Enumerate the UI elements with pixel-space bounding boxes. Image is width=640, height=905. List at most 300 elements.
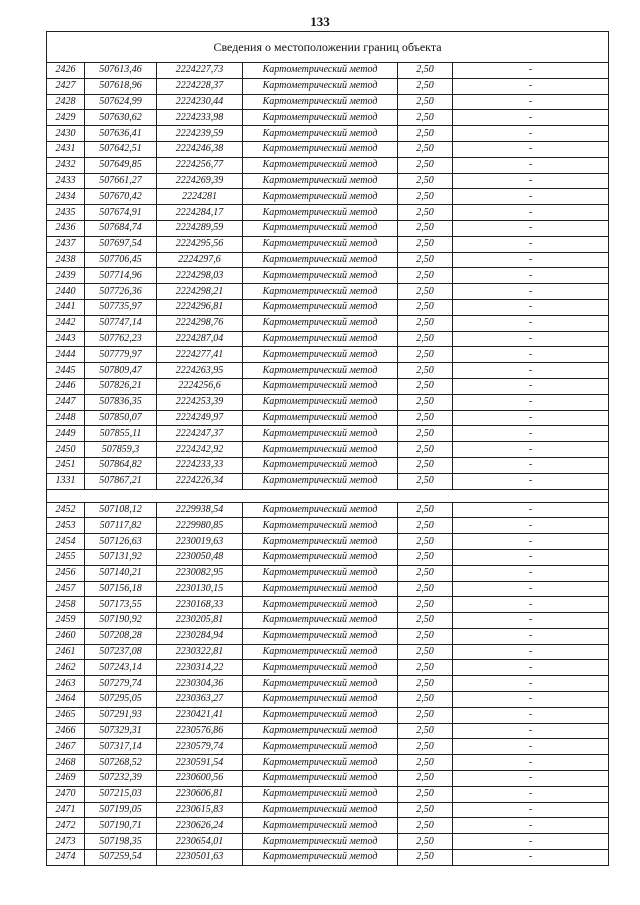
- cell-point-number: 2467: [47, 739, 85, 755]
- cell-accuracy: 2,50: [398, 502, 453, 518]
- cell-coord-y: 2224228,37: [157, 78, 243, 94]
- cell-coord-y: 2224256,6: [157, 378, 243, 394]
- cell-coord-y: 2224256,77: [157, 157, 243, 173]
- cell-coord-y: 2229938,54: [157, 502, 243, 518]
- cell-coord-x: 507636,41: [85, 126, 157, 142]
- cell-point-number: 2441: [47, 299, 85, 315]
- cell-note: -: [453, 707, 609, 723]
- cell-point-number: 2447: [47, 394, 85, 410]
- cell-point-number: 2427: [47, 78, 85, 94]
- cell-note: -: [453, 549, 609, 565]
- cell-note: -: [453, 284, 609, 300]
- table-row: [47, 581, 609, 597]
- cell-method: Картометрический метод: [243, 818, 398, 834]
- cell-coord-x: 507661,27: [85, 173, 157, 189]
- page-number: 133: [310, 14, 330, 29]
- cell-note: -: [453, 173, 609, 189]
- cell-method: Картометрический метод: [243, 236, 398, 252]
- table-row: [47, 786, 609, 802]
- cell-coord-y: 2224230,44: [157, 94, 243, 110]
- cell-accuracy: 2,50: [398, 692, 453, 708]
- cell-point-number: 2454: [47, 534, 85, 550]
- cell-coord-x: 507670,42: [85, 189, 157, 205]
- cell-note: -: [453, 676, 609, 692]
- cell-coord-x: 507291,93: [85, 707, 157, 723]
- cell-point-number: 2435: [47, 205, 85, 221]
- cell-point-number: 2459: [47, 613, 85, 629]
- cell-note: -: [453, 660, 609, 676]
- cell-coord-x: 507624,99: [85, 94, 157, 110]
- cell-accuracy: 2,50: [398, 581, 453, 597]
- cell-coord-x: 507215,03: [85, 786, 157, 802]
- cell-coord-x: 507317,14: [85, 739, 157, 755]
- cell-point-number: 2471: [47, 802, 85, 818]
- cell-accuracy: 2,50: [398, 394, 453, 410]
- table-row: [47, 394, 609, 410]
- cell-coord-x: 507295,05: [85, 692, 157, 708]
- cell-note: -: [453, 473, 609, 489]
- cell-coord-y: 2230615,83: [157, 802, 243, 818]
- cell-accuracy: 2,50: [398, 315, 453, 331]
- cell-accuracy: 2,50: [398, 347, 453, 363]
- cell-coord-y: 2224242,92: [157, 442, 243, 458]
- cell-accuracy: 2,50: [398, 834, 453, 850]
- cell-coord-x: 507208,28: [85, 628, 157, 644]
- cell-accuracy: 2,50: [398, 299, 453, 315]
- cell-accuracy: 2,50: [398, 220, 453, 236]
- cell-accuracy: 2,50: [398, 205, 453, 221]
- cell-method: Картометрический метод: [243, 268, 398, 284]
- cell-coord-x: 507156,18: [85, 581, 157, 597]
- table-row: [47, 141, 609, 157]
- cell-method: Картометрический метод: [243, 252, 398, 268]
- cell-note: -: [453, 378, 609, 394]
- cell-coord-x: 507867,21: [85, 473, 157, 489]
- table-row: [47, 110, 609, 126]
- cell-point-number: 2445: [47, 363, 85, 379]
- cell-coord-x: 507726,36: [85, 284, 157, 300]
- cell-note: -: [453, 565, 609, 581]
- cell-accuracy: 2,50: [398, 818, 453, 834]
- cell-point-number: 2443: [47, 331, 85, 347]
- cell-method: Картометрический метод: [243, 786, 398, 802]
- cell-note: -: [453, 331, 609, 347]
- cell-note: -: [453, 126, 609, 142]
- cell-accuracy: 2,50: [398, 850, 453, 866]
- cell-point-number: 2451: [47, 457, 85, 473]
- cell-accuracy: 2,50: [398, 739, 453, 755]
- cell-accuracy: 2,50: [398, 802, 453, 818]
- table-row: [47, 660, 609, 676]
- table-row: [47, 771, 609, 787]
- cell-point-number: 2463: [47, 676, 85, 692]
- cell-note: -: [453, 299, 609, 315]
- cell-method: Картометрический метод: [243, 205, 398, 221]
- table-row: [47, 299, 609, 315]
- cell-note: -: [453, 315, 609, 331]
- cell-coord-x: 507198,35: [85, 834, 157, 850]
- cell-accuracy: 2,50: [398, 78, 453, 94]
- table-row: [47, 94, 609, 110]
- cell-accuracy: 2,50: [398, 268, 453, 284]
- cell-coord-x: 507329,31: [85, 723, 157, 739]
- cell-method: Картометрический метод: [243, 442, 398, 458]
- cell-note: -: [453, 850, 609, 866]
- cell-coord-x: 507279,74: [85, 676, 157, 692]
- cell-coord-x: 507190,71: [85, 818, 157, 834]
- cell-accuracy: 2,50: [398, 534, 453, 550]
- cell-method: Картометрический метод: [243, 549, 398, 565]
- cell-note: -: [453, 141, 609, 157]
- cell-coord-y: 2224287,04: [157, 331, 243, 347]
- cell-point-number: 2472: [47, 818, 85, 834]
- cell-coord-y: 2224227,73: [157, 63, 243, 79]
- cell-method: Картометрический метод: [243, 78, 398, 94]
- cell-method: Картометрический метод: [243, 771, 398, 787]
- table-row: [47, 331, 609, 347]
- cell-coord-y: 2224233,33: [157, 457, 243, 473]
- cell-point-number: 2430: [47, 126, 85, 142]
- cell-note: -: [453, 236, 609, 252]
- cell-method: Картометрический метод: [243, 692, 398, 708]
- table-row: [47, 597, 609, 613]
- cell-coord-x: 507714,96: [85, 268, 157, 284]
- cell-coord-x: 507735,97: [85, 299, 157, 315]
- cell-method: Картометрический метод: [243, 850, 398, 866]
- cell-point-number: 2453: [47, 518, 85, 534]
- cell-point-number: 2464: [47, 692, 85, 708]
- cell-method: Картометрический метод: [243, 63, 398, 79]
- cell-coord-y: 2224239,59: [157, 126, 243, 142]
- cell-method: Картометрический метод: [243, 457, 398, 473]
- table-row: [47, 63, 609, 79]
- cell-method: Картометрический метод: [243, 94, 398, 110]
- cell-coord-y: 2230363,27: [157, 692, 243, 708]
- cell-coord-x: 507618,96: [85, 78, 157, 94]
- cell-coord-x: 507836,35: [85, 394, 157, 410]
- cell-point-number: 2450: [47, 442, 85, 458]
- cell-coord-y: 2230205,81: [157, 613, 243, 629]
- cell-note: -: [453, 220, 609, 236]
- cell-coord-x: 507630,62: [85, 110, 157, 126]
- cell-point-number: 2468: [47, 755, 85, 771]
- section-separator-row: [47, 489, 609, 502]
- table-row: [47, 850, 609, 866]
- table-row: [47, 268, 609, 284]
- cell-accuracy: 2,50: [398, 236, 453, 252]
- cell-coord-y: 2229980,85: [157, 518, 243, 534]
- cell-point-number: 2461: [47, 644, 85, 660]
- cell-method: Картометрический метод: [243, 410, 398, 426]
- cell-method: Картометрический метод: [243, 723, 398, 739]
- cell-point-number: 2470: [47, 786, 85, 802]
- cell-coord-x: 507173,55: [85, 597, 157, 613]
- cell-accuracy: 2,50: [398, 549, 453, 565]
- cell-method: Картометрический метод: [243, 426, 398, 442]
- cell-method: Картометрический метод: [243, 534, 398, 550]
- cell-coord-x: 507613,46: [85, 63, 157, 79]
- cell-note: -: [453, 363, 609, 379]
- cell-coord-x: 507826,21: [85, 378, 157, 394]
- cell-coord-y: 2230606,81: [157, 786, 243, 802]
- table-row: [47, 236, 609, 252]
- cell-coord-y: 2224295,56: [157, 236, 243, 252]
- cell-method: Картометрический метод: [243, 739, 398, 755]
- cell-coord-y: 2224298,21: [157, 284, 243, 300]
- cell-point-number: 2473: [47, 834, 85, 850]
- cell-method: Картометрический метод: [243, 378, 398, 394]
- cell-coord-x: 507117,82: [85, 518, 157, 534]
- cell-point-number: 2469: [47, 771, 85, 787]
- table-row: [47, 220, 609, 236]
- cell-point-number: 2466: [47, 723, 85, 739]
- cell-coord-x: 507131,92: [85, 549, 157, 565]
- cell-note: -: [453, 189, 609, 205]
- cell-point-number: 2426: [47, 63, 85, 79]
- cell-note: -: [453, 723, 609, 739]
- cell-note: -: [453, 786, 609, 802]
- cell-note: -: [453, 613, 609, 629]
- cell-accuracy: 2,50: [398, 189, 453, 205]
- cell-coord-x: 507232,39: [85, 771, 157, 787]
- cell-coord-y: 2224246,38: [157, 141, 243, 157]
- cell-point-number: 2460: [47, 628, 85, 644]
- cell-point-number: 2452: [47, 502, 85, 518]
- cell-method: Картометрический метод: [243, 644, 398, 660]
- cell-coord-x: 507126,63: [85, 534, 157, 550]
- cell-coord-y: 2230501,63: [157, 850, 243, 866]
- cell-coord-y: 2224233,98: [157, 110, 243, 126]
- cell-coord-y: 2230168,33: [157, 597, 243, 613]
- cell-note: -: [453, 581, 609, 597]
- cell-point-number: 2436: [47, 220, 85, 236]
- cell-accuracy: 2,50: [398, 426, 453, 442]
- separator-cell: [47, 489, 609, 502]
- table-row: [47, 347, 609, 363]
- table-row: [47, 363, 609, 379]
- cell-method: Картометрический метод: [243, 299, 398, 315]
- cell-point-number: 2456: [47, 565, 85, 581]
- cell-method: Картометрический метод: [243, 394, 398, 410]
- cell-method: Картометрический метод: [243, 189, 398, 205]
- cell-accuracy: 2,50: [398, 363, 453, 379]
- cell-note: -: [453, 755, 609, 771]
- table-row: [47, 457, 609, 473]
- cell-coord-x: 507855,11: [85, 426, 157, 442]
- cell-accuracy: 2,50: [398, 410, 453, 426]
- cell-method: Картометрический метод: [243, 315, 398, 331]
- cell-coord-x: 507268,52: [85, 755, 157, 771]
- cell-accuracy: 2,50: [398, 442, 453, 458]
- cell-coord-x: 507642,51: [85, 141, 157, 157]
- cell-coord-x: 507762,23: [85, 331, 157, 347]
- cell-coord-x: 507779,97: [85, 347, 157, 363]
- cell-note: -: [453, 802, 609, 818]
- cell-note: -: [453, 692, 609, 708]
- cell-coord-y: 2224284,17: [157, 205, 243, 221]
- table-row: [47, 189, 609, 205]
- table-row: [47, 818, 609, 834]
- cell-coord-y: 2230654,01: [157, 834, 243, 850]
- cell-note: -: [453, 628, 609, 644]
- cell-coord-y: 2224263,95: [157, 363, 243, 379]
- cell-note: -: [453, 157, 609, 173]
- cell-method: Картометрический метод: [243, 676, 398, 692]
- cell-method: Картометрический метод: [243, 284, 398, 300]
- cell-coord-y: 2224247,37: [157, 426, 243, 442]
- cell-point-number: 2438: [47, 252, 85, 268]
- cell-note: -: [453, 426, 609, 442]
- cell-method: Картометрический метод: [243, 628, 398, 644]
- cell-point-number: 2448: [47, 410, 85, 426]
- cell-method: Картометрический метод: [243, 707, 398, 723]
- cell-method: Картометрический метод: [243, 834, 398, 850]
- table-row: [47, 723, 609, 739]
- cell-coord-x: 507747,14: [85, 315, 157, 331]
- cell-point-number: 2465: [47, 707, 85, 723]
- cell-point-number: 2429: [47, 110, 85, 126]
- boundary-table: [46, 31, 609, 866]
- table-row: [47, 315, 609, 331]
- cell-coord-x: 507199,05: [85, 802, 157, 818]
- cell-accuracy: 2,50: [398, 157, 453, 173]
- cell-accuracy: 2,50: [398, 707, 453, 723]
- cell-accuracy: 2,50: [398, 771, 453, 787]
- cell-point-number: 2434: [47, 189, 85, 205]
- table-row: [47, 518, 609, 534]
- cell-coord-x: 507237,08: [85, 644, 157, 660]
- cell-accuracy: 2,50: [398, 644, 453, 660]
- cell-method: Картометрический метод: [243, 363, 398, 379]
- cell-coord-y: 2224281: [157, 189, 243, 205]
- table-row: [47, 628, 609, 644]
- cell-method: Картометрический метод: [243, 502, 398, 518]
- table-row: [47, 473, 609, 489]
- cell-coord-x: 507243,14: [85, 660, 157, 676]
- cell-accuracy: 2,50: [398, 676, 453, 692]
- cell-coord-x: 507649,85: [85, 157, 157, 173]
- cell-accuracy: 2,50: [398, 94, 453, 110]
- cell-method: Картометрический метод: [243, 220, 398, 236]
- cell-coord-x: 507809,47: [85, 363, 157, 379]
- cell-accuracy: 2,50: [398, 457, 453, 473]
- cell-point-number: 2428: [47, 94, 85, 110]
- cell-accuracy: 2,50: [398, 565, 453, 581]
- table-row: [47, 565, 609, 581]
- cell-method: Картометрический метод: [243, 518, 398, 534]
- cell-coord-y: 2230421,41: [157, 707, 243, 723]
- cell-note: -: [453, 534, 609, 550]
- cell-coord-y: 2230322,81: [157, 644, 243, 660]
- cell-coord-x: 507859,3: [85, 442, 157, 458]
- cell-note: -: [453, 644, 609, 660]
- cell-note: -: [453, 78, 609, 94]
- cell-note: -: [453, 518, 609, 534]
- cell-accuracy: 2,50: [398, 331, 453, 347]
- cell-coord-y: 2230314,22: [157, 660, 243, 676]
- cell-coord-x: 507697,54: [85, 236, 157, 252]
- cell-accuracy: 2,50: [398, 786, 453, 802]
- cell-point-number: 2431: [47, 141, 85, 157]
- cell-coord-y: 2230050,48: [157, 549, 243, 565]
- cell-coord-y: 2230284,94: [157, 628, 243, 644]
- cell-note: -: [453, 347, 609, 363]
- table-header-row: [47, 32, 609, 63]
- table-row: [47, 549, 609, 565]
- cell-coord-x: 507259,54: [85, 850, 157, 866]
- cell-note: -: [453, 818, 609, 834]
- cell-coord-x: 507850,07: [85, 410, 157, 426]
- cell-note: -: [453, 442, 609, 458]
- table-row: [47, 157, 609, 173]
- cell-method: Картометрический метод: [243, 597, 398, 613]
- cell-coord-x: 507674,91: [85, 205, 157, 221]
- cell-accuracy: 2,50: [398, 473, 453, 489]
- table-row: [47, 410, 609, 426]
- cell-coord-y: 2230576,86: [157, 723, 243, 739]
- cell-note: -: [453, 410, 609, 426]
- cell-note: -: [453, 110, 609, 126]
- cell-note: -: [453, 457, 609, 473]
- cell-method: Картометрический метод: [243, 126, 398, 142]
- cell-coord-y: 2224277,41: [157, 347, 243, 363]
- cell-point-number: 2458: [47, 597, 85, 613]
- cell-coord-x: 507190,92: [85, 613, 157, 629]
- cell-point-number: 2444: [47, 347, 85, 363]
- cell-note: -: [453, 597, 609, 613]
- cell-method: Картометрический метод: [243, 660, 398, 676]
- cell-accuracy: 2,50: [398, 252, 453, 268]
- cell-coord-y: 2224249,97: [157, 410, 243, 426]
- cell-method: Картометрический метод: [243, 581, 398, 597]
- cell-point-number: 2437: [47, 236, 85, 252]
- cell-coord-y: 2230591,54: [157, 755, 243, 771]
- table-title: Сведения о местоположении границ объекта: [47, 32, 609, 63]
- table-row: [47, 534, 609, 550]
- table-row: [47, 834, 609, 850]
- cell-point-number: 2439: [47, 268, 85, 284]
- cell-method: Картометрический метод: [243, 141, 398, 157]
- cell-note: -: [453, 205, 609, 221]
- cell-method: Картометрический метод: [243, 331, 398, 347]
- table-row: [47, 378, 609, 394]
- cell-method: Картометрический метод: [243, 347, 398, 363]
- cell-accuracy: 2,50: [398, 126, 453, 142]
- cell-coord-y: 2224298,76: [157, 315, 243, 331]
- cell-coord-y: 2230304,36: [157, 676, 243, 692]
- cell-point-number: 2432: [47, 157, 85, 173]
- cell-point-number: 2446: [47, 378, 85, 394]
- table-row: [47, 252, 609, 268]
- cell-note: -: [453, 394, 609, 410]
- cell-accuracy: 2,50: [398, 284, 453, 300]
- table-row: [47, 644, 609, 660]
- table-row: [47, 755, 609, 771]
- table-row: [47, 613, 609, 629]
- cell-method: Картометрический метод: [243, 755, 398, 771]
- cell-point-number: 2449: [47, 426, 85, 442]
- cell-note: -: [453, 834, 609, 850]
- cell-point-number: 1331: [47, 473, 85, 489]
- cell-coord-x: 507864,82: [85, 457, 157, 473]
- cell-note: -: [453, 502, 609, 518]
- boundary-table-container: [46, 31, 608, 866]
- table-row: [47, 442, 609, 458]
- cell-point-number: 2455: [47, 549, 85, 565]
- table-row: [47, 284, 609, 300]
- table-row: [47, 692, 609, 708]
- cell-accuracy: 2,50: [398, 518, 453, 534]
